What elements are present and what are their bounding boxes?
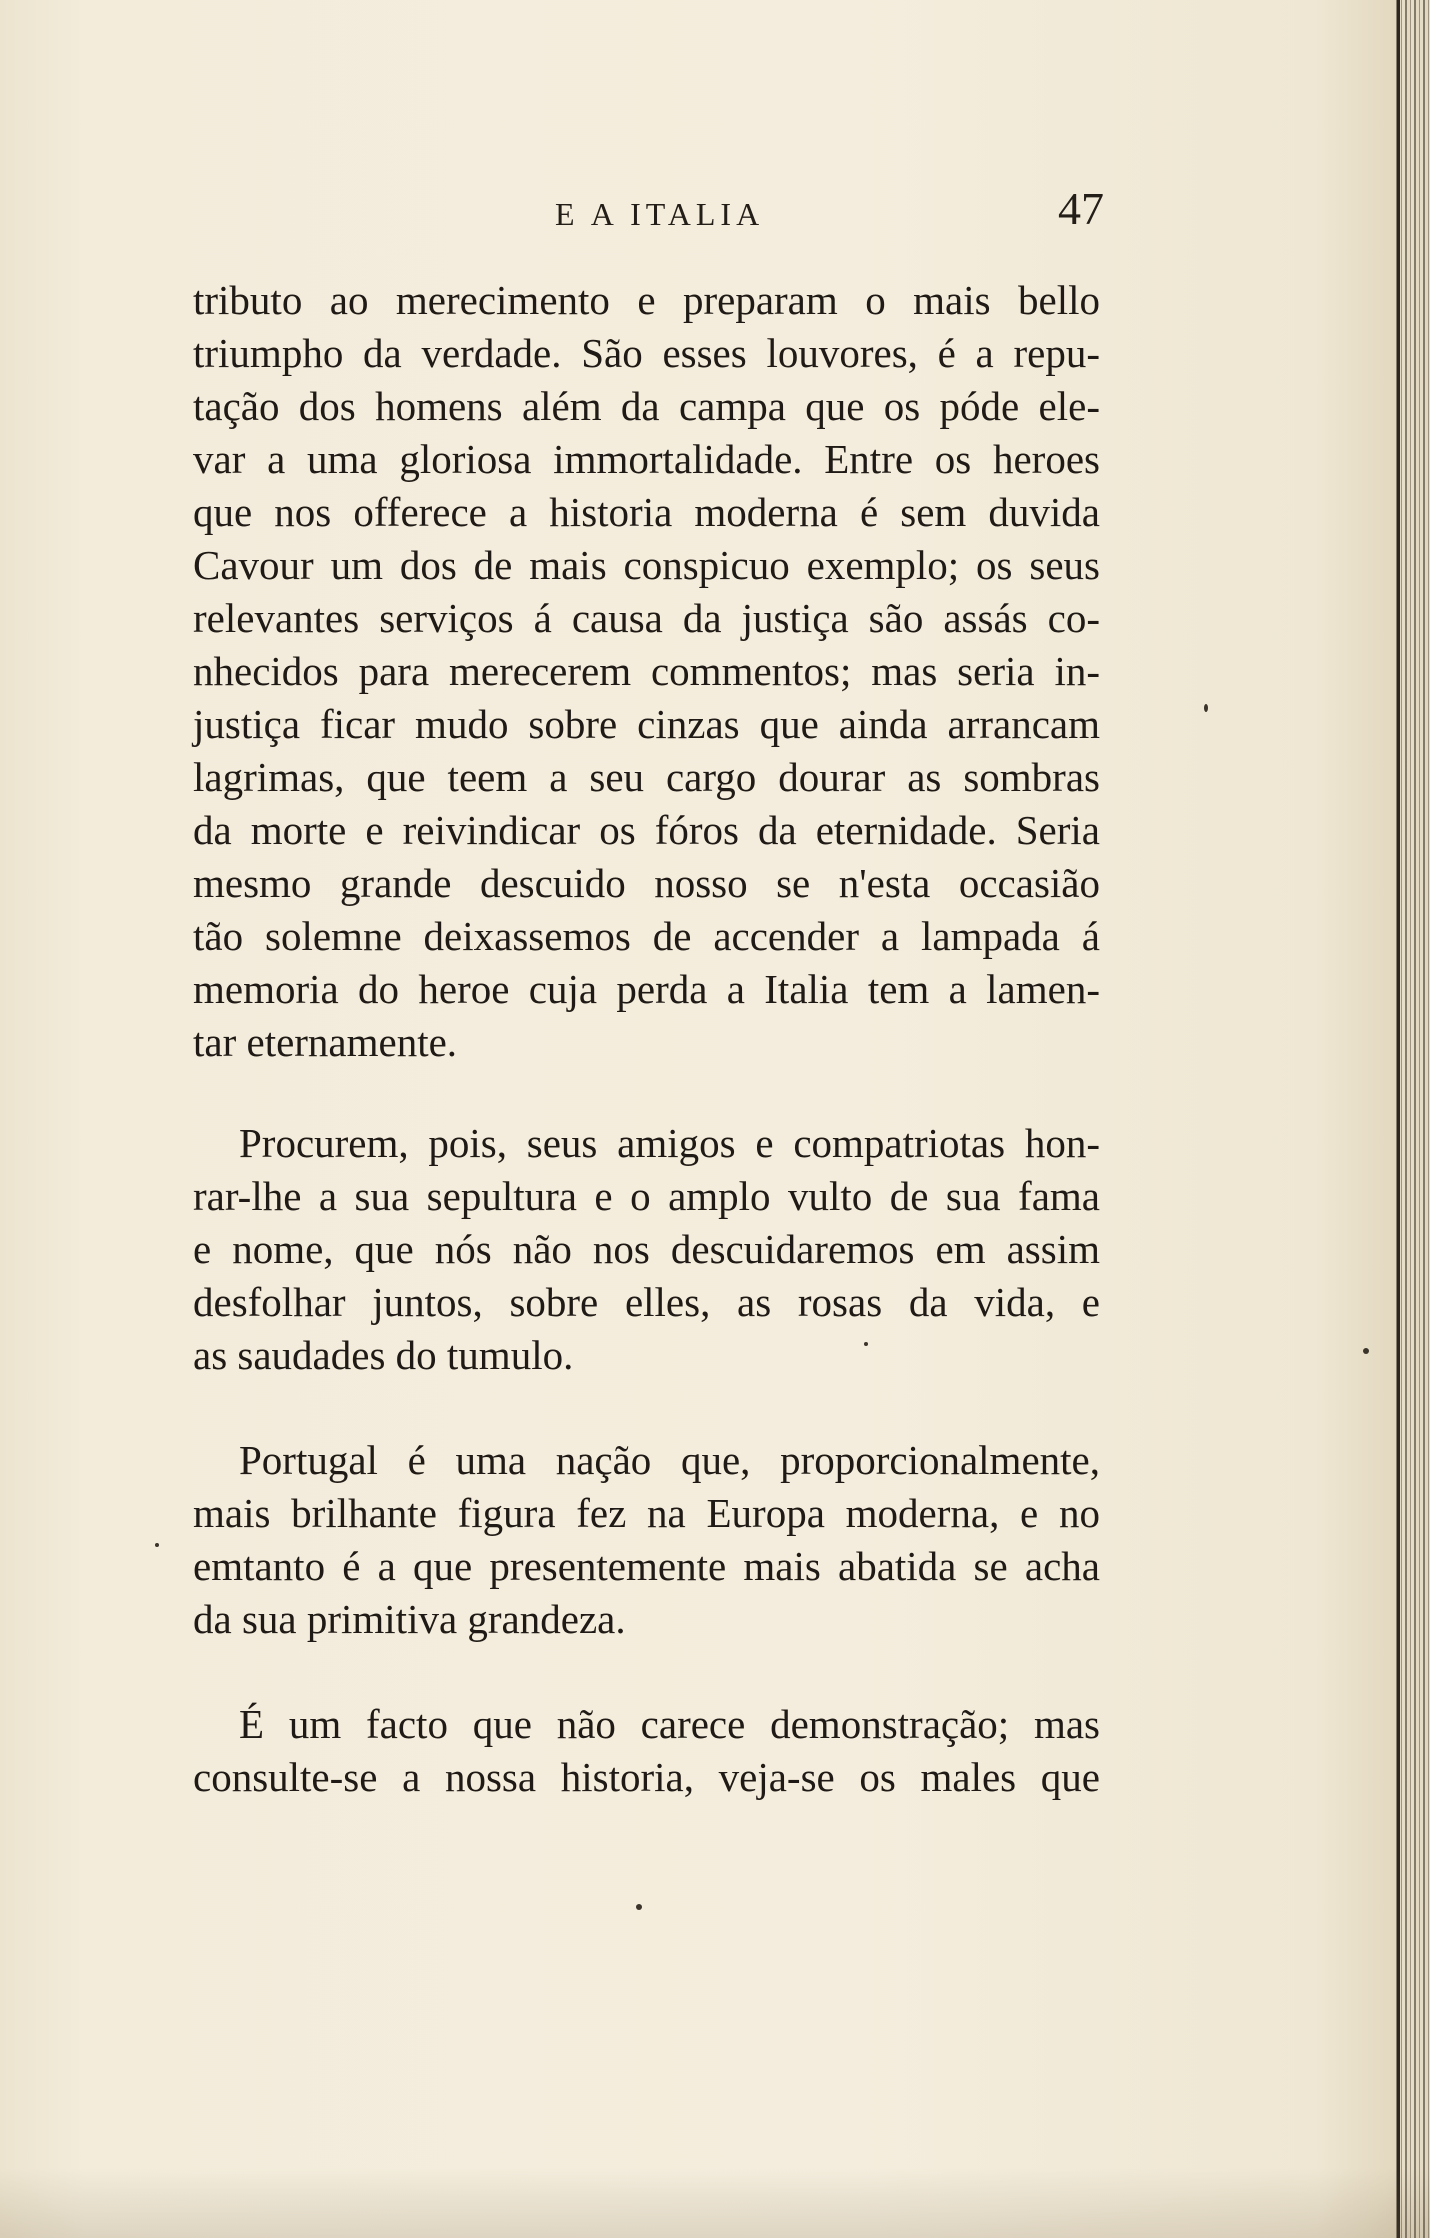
text-line: desfolhar juntos, sobre elles, as rosas da vida, e [193, 1279, 1100, 1325]
page-edge-line [1397, 0, 1400, 2238]
text-line: emtanto é a que presentemente mais abatida se acha [193, 1543, 1100, 1589]
text-line: consulte-se a nossa historia, veja-se os males que [193, 1754, 1100, 1800]
text-line: tação dos homens além da campa que os póde ele- [193, 383, 1100, 429]
text-line: triumpho da verdade. São esses louvores, é a repu- [193, 330, 1100, 376]
text-line: justiça ficar mudo sobre cinzas que ainda arrancam [193, 701, 1100, 747]
text-line: que nos offerece a historia moderna é sem duvida [193, 489, 1100, 535]
text-line: var a uma gloriosa immortalidade. Entre os heroes [193, 436, 1100, 482]
text-line: Procurem, pois, seus amigos e compatriotas hon- [239, 1120, 1100, 1166]
text-line: lagrimas, que teem a seu cargo dourar as sombras [193, 754, 1100, 800]
text-line: tar eternamente. [193, 1019, 458, 1065]
paper-speck [155, 1543, 159, 1547]
text-line: tributo ao merecimento e preparam o mais bello [193, 277, 1100, 323]
text-line: Portugal é uma nação que, proporcionalmente, [239, 1437, 1100, 1483]
text-line: nhecidos para merecerem commentos; mas seria in- [193, 648, 1100, 694]
running-head: E A ITALIA [555, 196, 765, 232]
paper-speck [864, 1342, 868, 1346]
text-line: e nome, que nós não nos descuidaremos em assim [193, 1226, 1100, 1272]
text-line: da sua primitiva grandeza. [193, 1596, 626, 1642]
page-edge-stack [1396, 0, 1430, 2238]
text-line: É um facto que não carece demonstração; mas [239, 1701, 1100, 1747]
text-line: rar-lhe a sua sepultura e o amplo vulto de sua fama [193, 1173, 1100, 1219]
text-line: memoria do heroe cuja perda a Italia tem a lamen- [193, 966, 1100, 1012]
text-line: tão solemne deixassemos de accender a lampada á [193, 913, 1100, 959]
text-line: mais brilhante figura fez na Europa moderna, e no [193, 1490, 1100, 1536]
page-number: 47 [1058, 183, 1104, 234]
text-line: da morte e reivindicar os fóros da eternidade. Seria [193, 807, 1100, 853]
text-line: mesmo grande descuido nosso se n'esta occasião [193, 860, 1100, 906]
paper-speck [636, 1904, 642, 1910]
text-line: as saudades do tumulo. [193, 1332, 574, 1378]
paper-speck [1204, 704, 1208, 712]
text-line: Cavour um dos de mais conspicuo exemplo; os seus [193, 542, 1100, 588]
text-line: relevantes serviços á causa da justiça são assás co- [193, 595, 1100, 641]
paper-speck [1363, 1348, 1369, 1354]
